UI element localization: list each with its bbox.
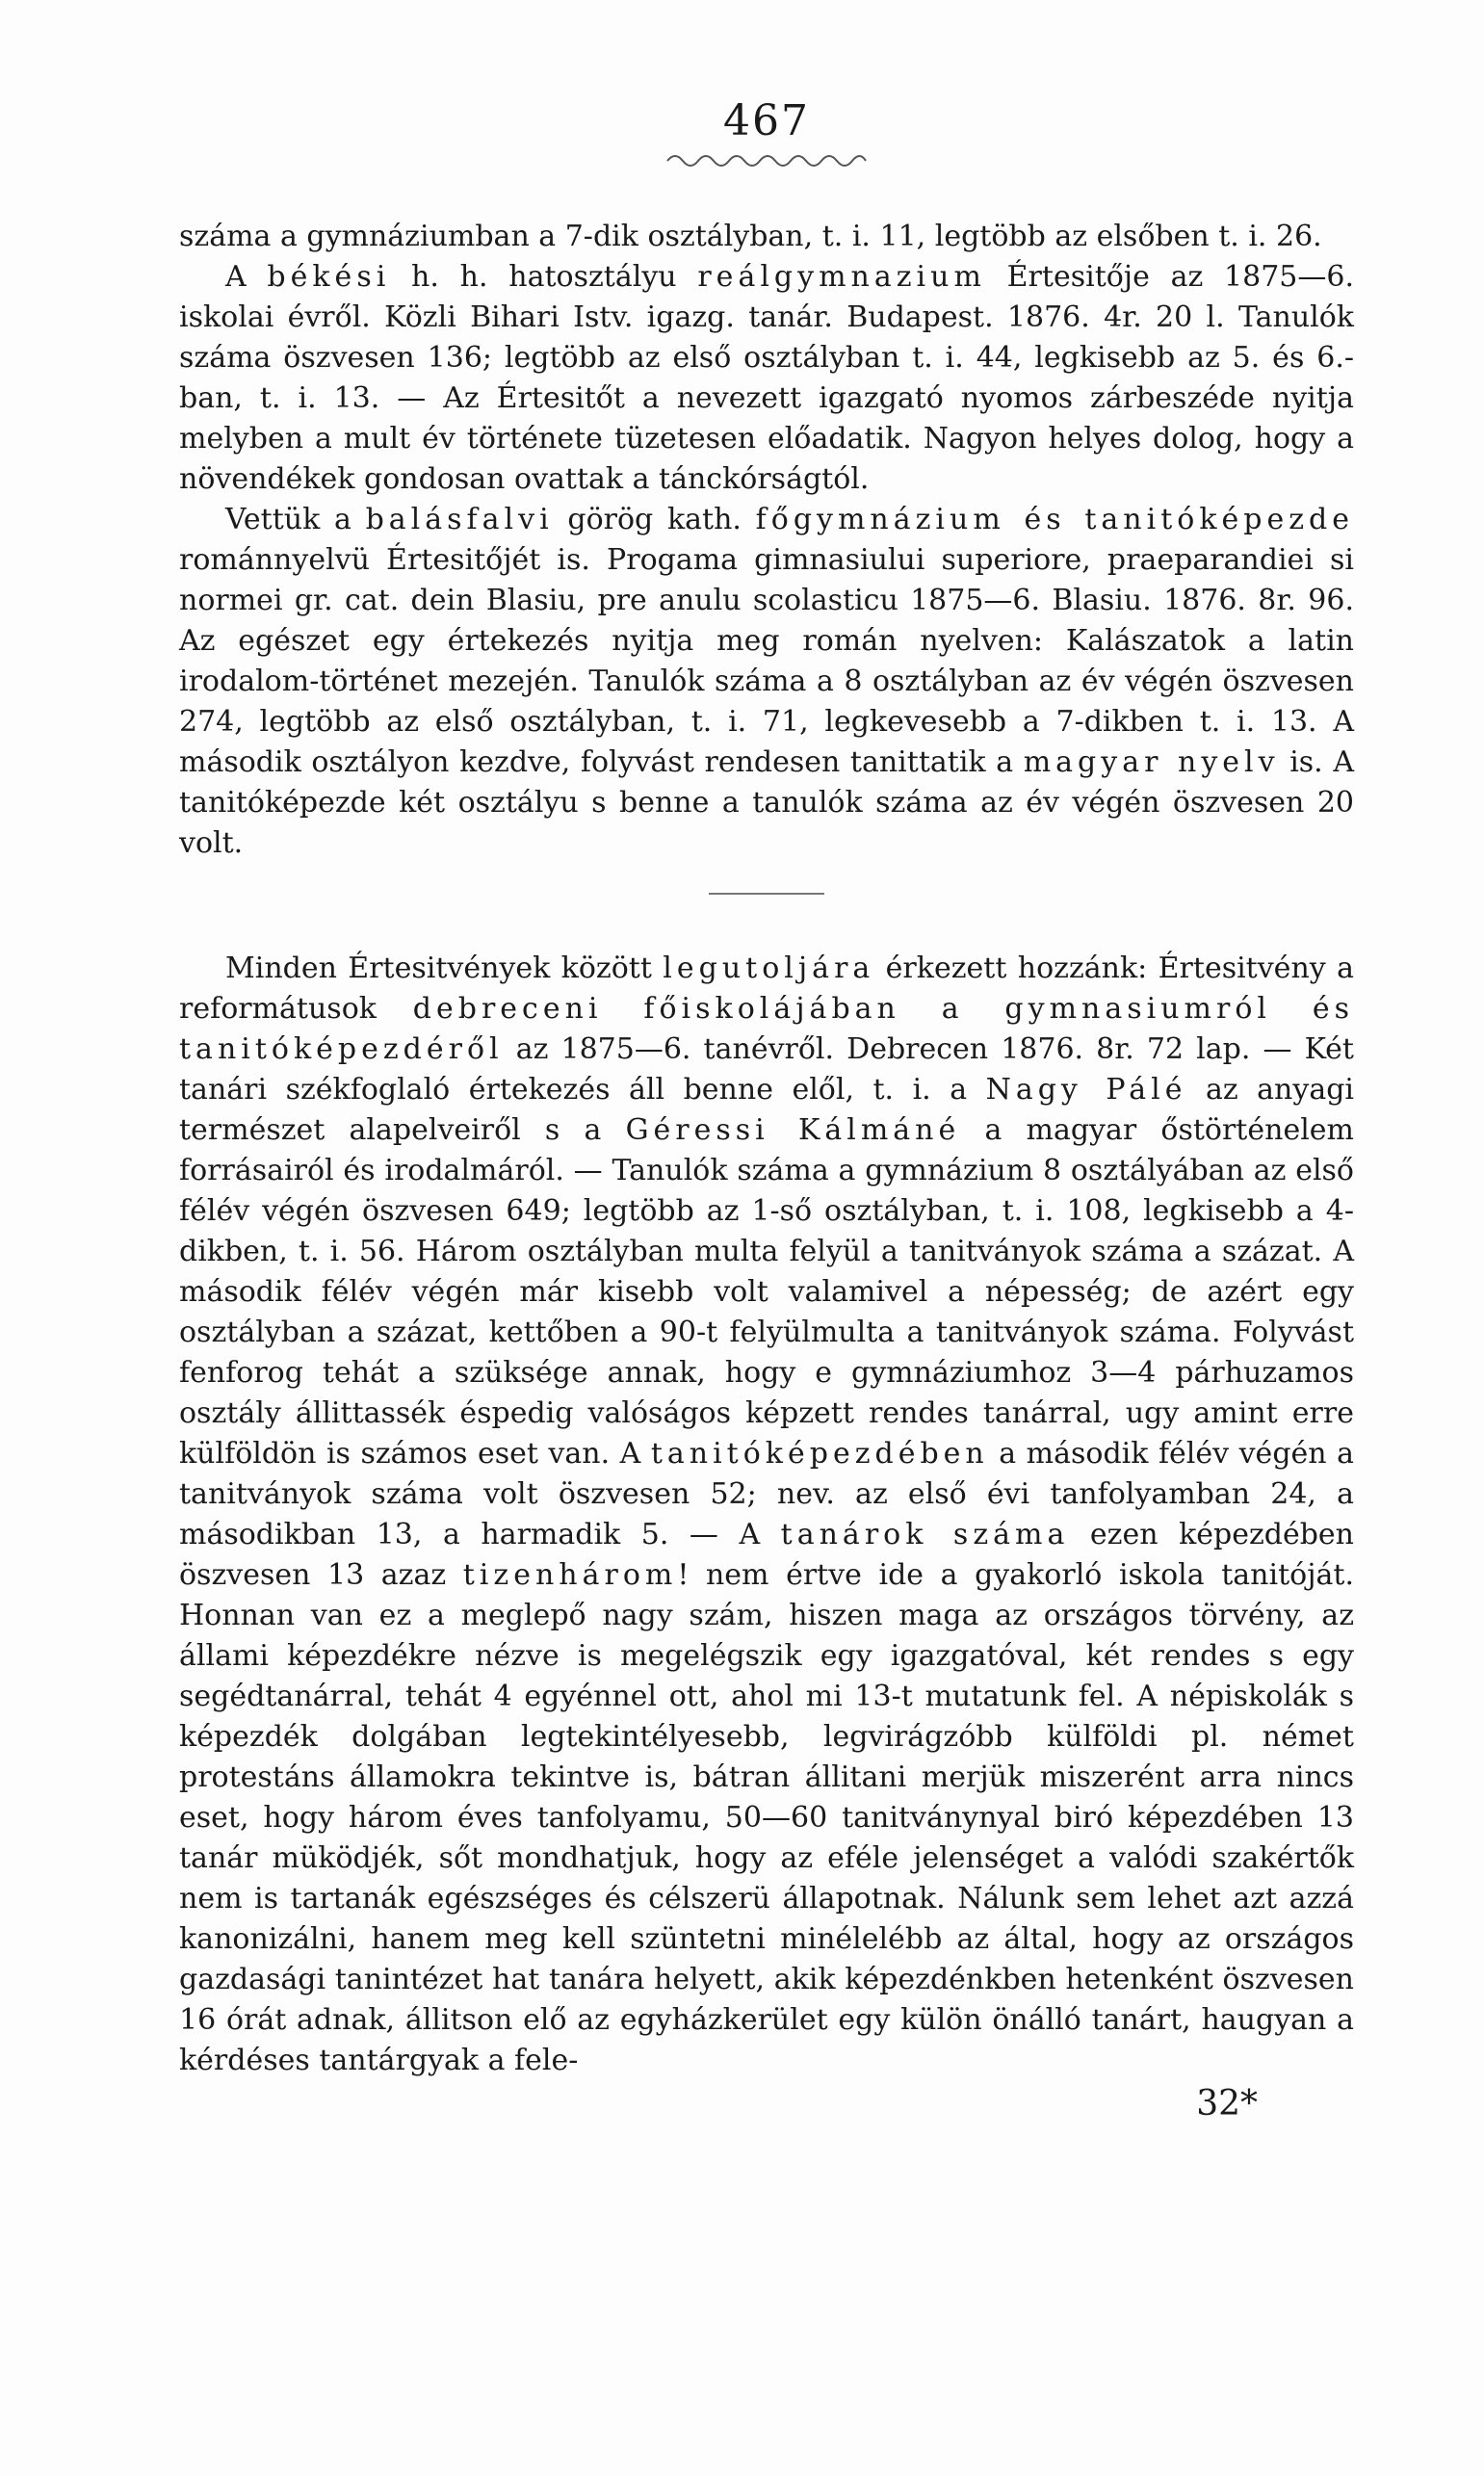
page-number: 467 — [723, 96, 810, 145]
paragraph-bekesi: A békési h. h. hatosztályu reálgymnazium Értesitője az 1875—6. iskolai évről. Közli Bihari Istv. igazg. tanár. Budapest. 1876. 4r. 20 l. Tanulók száma öszvesen 136; legtöbb az első osztályban t. i. 44, legkisebb az 5. és 6.-ban, t. i. 13. — Az Értesitőt a nevezett igazgató nyomos zárbeszéde nyitja melyben a mult év története tüzetesen előadatik. Nagyon helyes dolog, hogy a növendékek gondosan ovattak a tánckórságtól. — [179, 260, 1355, 496]
paragraph-balasfalvi: Vettük a balásfalvi görög kath. főgymnázium és tanitóképezde románnyelvü Értesitőjét is. Progama gimnasiului superiore, praeparandiei si normei gr. cat. dein Blasiu, pre anulu scolasticu 1875—6. Blasiu. 1876. 8r. 96. Az egészet egy értekezés nyitja meg román nyelven: Kalászatok a latin irodalom-történet mezején. Tanulók száma a 8 osztályban az év végén öszvesen 274, legtöbb az első osztályban, t. i. 71, legkevesebb a 7-dikben t. i. 13. A második osztályon kezdve, folyvást rendesen tanittatik a magyar nyelv is. A tanitóképezde két osztályu s benne a tanulók száma az év végén öszvesen 20 volt. — [179, 503, 1354, 860]
wavy-rule-ornament — [665, 149, 868, 169]
section-divider — [709, 893, 824, 895]
section-gymnasium-reports — [179, 217, 1354, 864]
paragraph-continuation: száma a gymnáziumban a 7-dik osztályban, t. i. 11, legtöbb az elsőben t. i. 26. — [179, 220, 1322, 253]
page — [179, 96, 1354, 2124]
signature-mark: 32* — [1196, 2084, 1258, 2124]
section-debrecen — [179, 949, 1354, 2081]
paragraph-debrecen: Minden Értesitvények között legutoljára érkezett hozzánk: Értesitvény a reformátusok debreceni főiskolájában a gymnasiumról és tanitóképezdéről az 1875—6. tanévről. Debrecen 1876. 8r. 72 lap. — Két tanári székfoglaló értekezés áll benne elől, t. i. a Nagy Pálé az anyagi természet alapelveiről s a Géressi Kálmáné a magyar őstörténelem forrásairól és irodalmáról. — Tanulók száma a gymnázium 8 osztályában az első félév végén öszvesen 649; legtöbb az 1-ső osztályban, t. i. 108, legkisebb a 4-dikben, t. i. 56. Három osztályban multa felyül a tanitványok száma a százat. A második félév végén már kisebb volt valamivel a népesség; de azért egy osztályban a százat, kettőben a 90-t felyülmulta a tanitványok száma. Folyvást fenforog tehát a szükségе annak, hogy e gymnáziumhoz 3—4 párhuzamos osztály állittassék éspedig valóságos képzett rendes tanárral, ugy amint erre külföldön is számos eset van. A tanitóképezdében a második félév végén a tanitványok száma volt öszvesen 52; nev. az első évi tanfolyamban 24, a másodikban 13, a harmadik 5. — A tanárok száma ezen képezdében öszvesen 13 azaz tizenhárom! nem értve ide a gyakorló iskola tanitóját. Honnan van ez a meglepő nagy szám, hiszen maga az országos törvény, az állami képezdékre nézve is megelégszik egy igazgatóval, két rendes s egy segédtanárral, tehát 4 egyénnel ott, ahol mi 13-t mutatunk fel. A népiskolák s képezdék dolgában legtekintélyesebb, legvirágzóbb külföldi pl. német protestáns államokra tekintve is, bátran állitani merjük miszerént arra nincs eset, hogy három éves tanfolyamu, 50—60 tanitványnyal biró képezdében 13 tanár müködjék, sőt mondhatjuk, hogy az eféle jelenséget a valódi szakértők nem is tartanák egészséges és célszerü állapotnak. Nálunk sem lehet azt azzá kanonizálni, hanem meg kell szüntetni minélelébb az által, hogy az országos gazdasági tanintézet hat tanára helyett, akik képezdénkben hetenként öszvesen 16 órát adnak, állitson elő az egyházkerület egy külön önálló tanárt, haugyan a kérdéses tantárgyak a fele- — [179, 951, 1354, 2077]
